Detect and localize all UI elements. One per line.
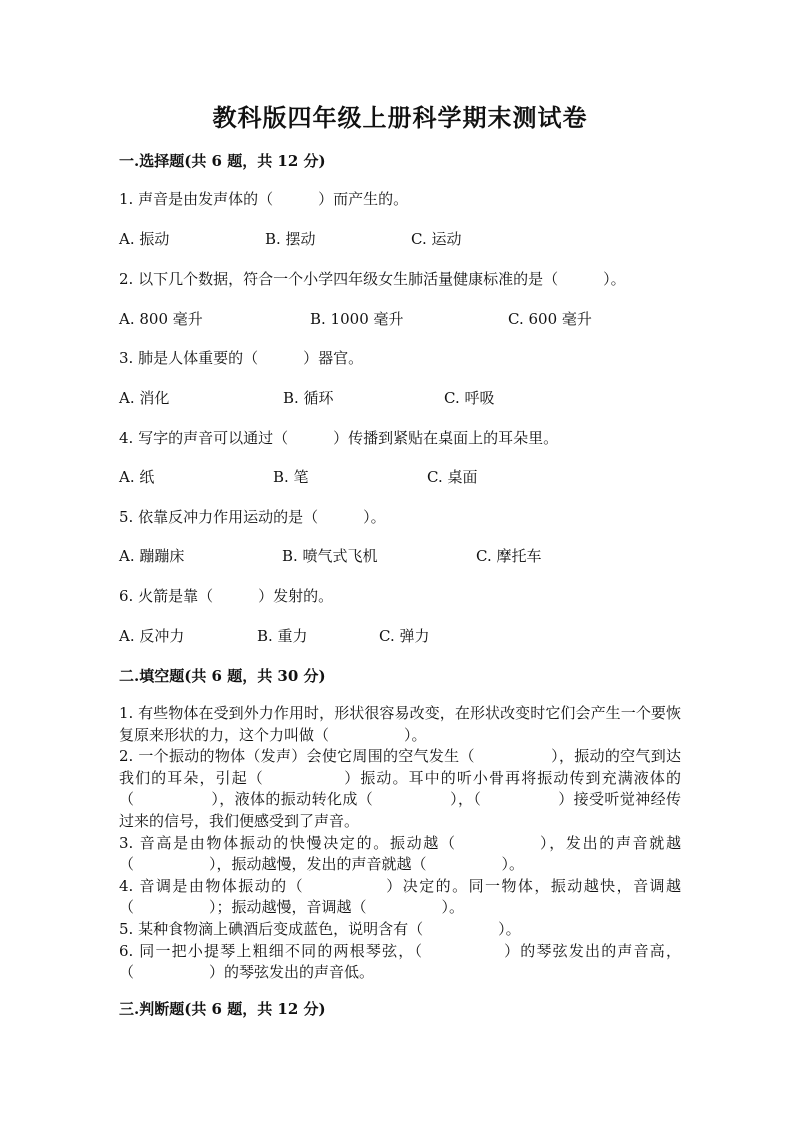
choice-q2-option-a: A. 800 毫升 [119, 310, 203, 328]
choice-question-2: 2. 以下几个数据，符合一个小学四年级女生肺活量健康标准的是（ ）。 [119, 270, 626, 288]
choice-q2-option-c: C. 600 毫升 [508, 310, 592, 328]
fill-in-question-3: 3. 音高是由物体振动的快慢决定的。振动越（ ），发出的声音就越（ ），振动越慢，发出的声音就越（ ）。 [119, 833, 681, 874]
choice-q1-option-b: B. 摆动 [265, 230, 316, 248]
section-heading-fill-in: 二.填空题(共 6 题，共 30 分) [119, 667, 326, 685]
choice-q5-option-c: C. 摩托车 [476, 547, 542, 565]
choice-question-4: 4. 写字的声音可以通过（ ）传播到紧贴在桌面上的耳朵里。 [119, 429, 559, 447]
fill-in-question-1: 1. 有些物体在受到外力作用时，形状很容易改变，在形状改变时它们会产生一个要恢复原来形状的力，这个力叫做（ ）。 [119, 704, 681, 744]
fill-in-question-5: 5. 某种食物滴上碘酒后变成蓝色，说明含有（ ）。 [119, 919, 521, 938]
choice-q3-option-c: C. 呼吸 [444, 389, 495, 407]
choice-q2-option-b: B. 1000 毫升 [310, 310, 404, 328]
choice-q6-option-c: C. 弹力 [379, 627, 430, 645]
choice-q6-option-b: B. 重力 [257, 627, 308, 645]
section-heading-choice: 一.选择题(共 6 题，共 12 分) [119, 152, 326, 170]
choice-q3-option-b: B. 循环 [283, 389, 334, 407]
choice-question-1: 1. 声音是由发声体的（ ）而产生的。 [119, 190, 409, 208]
fill-in-question-6: 6. 同一把小提琴上粗细不同的两根琴弦，（ ）的琴弦发出的声音高，（ ）的琴弦发出的声音低。 [119, 941, 681, 982]
fill-in-question-2: 2. 一个振动的物体（发声）会使它周围的空气发生（ ），振动的空气到达我们的耳朵，引起（ ）振动。耳中的听小骨再将振动传到充满液体的（ ），液体的振动转化成（ ），（ ）接受听觉神经传过来的信号，我们便感受到了声音。 [119, 747, 681, 830]
fill-in-question-4: 4. 音调是由物体振动的（ ）决定的。同一物体，振动越快，音调越（ ）；振动越慢，音调越（ ）。 [119, 876, 681, 917]
choice-question-5: 5. 依靠反冲力作用运动的是（ ）。 [119, 508, 386, 526]
choice-q5-option-b: B. 喷气式飞机 [282, 547, 378, 565]
choice-q3-option-a: A. 消化 [119, 389, 170, 407]
choice-q5-option-a: A. 蹦蹦床 [119, 547, 185, 565]
exam-title: 教科版四年级上册科学期末测试卷 [212, 103, 588, 132]
choice-q4-option-b: B. 笔 [273, 468, 309, 486]
section-heading-true-false: 三.判断题(共 6 题，共 12 分) [119, 1000, 326, 1018]
choice-q6-option-a: A. 反冲力 [119, 627, 185, 645]
choice-q1-option-c: C. 运动 [411, 230, 462, 248]
choice-question-6: 6. 火箭是靠（ ）发射的。 [119, 587, 334, 605]
choice-q4-option-a: A. 纸 [119, 468, 155, 486]
choice-q4-option-c: C. 桌面 [427, 468, 478, 486]
fill-in-list [119, 703, 681, 984]
choice-question-3: 3. 肺是人体重要的（ ）器官。 [119, 349, 364, 367]
choice-q1-option-a: A. 振动 [119, 230, 170, 248]
